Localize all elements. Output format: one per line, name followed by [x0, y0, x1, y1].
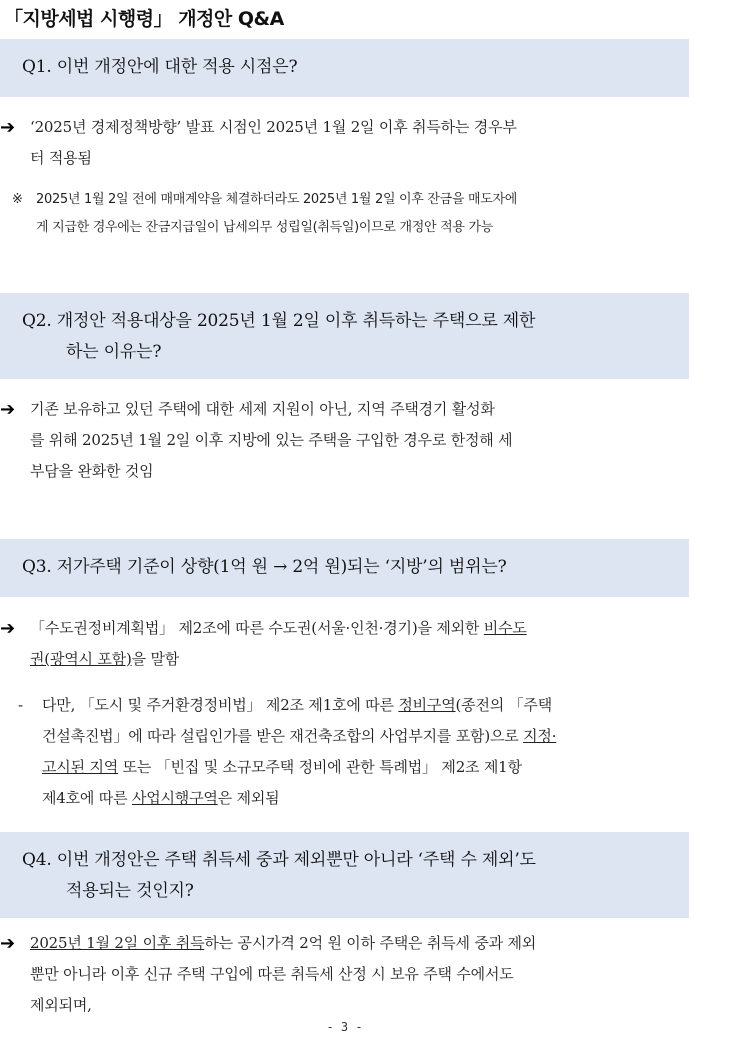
sub-text: (종전의 「주택 [455, 696, 552, 714]
question-text: Q2. 개정안 적용대상을 2025년 1월 2일 이후 취득하는 주택으로 제한 [22, 311, 536, 331]
answer-q1 [0, 112, 689, 174]
question-box-q4 [0, 832, 689, 918]
sub-item-q3 [0, 690, 689, 814]
answer-line: ‘2025년 경제정책방향’ 발표 시점인 2025년 1월 2일 이후 취득하는 경우부 [30, 118, 517, 136]
note-q1 [0, 186, 689, 242]
underlined-term: 고시된 지역 [42, 758, 119, 776]
underlined-term: 정비구역 [398, 696, 456, 714]
answer-q2 [0, 394, 689, 487]
answer-line: 터 적용됨 [30, 149, 92, 167]
answer-line: 기존 보유하고 있던 주택에 대한 세제 지원이 아닌, 지역 주택경기 활성화 [30, 400, 495, 418]
answer-line: 부담을 완화한 것임 [30, 462, 154, 480]
underlined-term: 사업시행구역 [131, 789, 218, 807]
underlined-term: 지정· [523, 727, 557, 745]
underlined-term: 비수도 [483, 619, 527, 637]
reference-mark-icon: ※ [12, 192, 23, 207]
arrow-right-icon: ➔ [0, 933, 15, 954]
arrow-right-icon: ➔ [0, 117, 15, 138]
sub-text: 다만, 「도시 및 주거환경정비법」 제2조 제1호에 따른 [42, 696, 399, 714]
answer-q4 [0, 928, 689, 1021]
question-text: 하는 이유는? [66, 342, 162, 362]
answer-text: 을 말함 [131, 650, 180, 668]
page-number: - 3 - [326, 1020, 363, 1034]
note-line: 2025년 1월 2일 전에 매매계약을 체결하더라도 2025년 1월 2일 이후 잔금을 매도자에 [36, 192, 518, 207]
sub-text: 은 제외됨 [217, 789, 280, 807]
dash-bullet-icon: - [18, 696, 23, 714]
underlined-term: 2025년 1월 2일 이후 취득 [30, 934, 205, 952]
answer-line: 뿐만 아니라 이후 신규 주택 구입에 따른 취득세 산정 시 보유 주택 수에서도 [30, 965, 514, 983]
question-box-q1 [0, 39, 689, 97]
document-title: 「지방세법 시행령」 개정안 Q&A [4, 8, 284, 30]
arrow-right-icon: ➔ [0, 399, 15, 420]
answer-line: 를 위해 2025년 1월 2일 이후 지방에 있는 주택을 구입한 경우로 한정해 세 [30, 431, 513, 449]
question-text: Q3. 저가주택 기준이 상향(1억 원 → 2억 원)되는 ‘지방’의 범위는? [22, 557, 507, 577]
question-box-q2 [0, 293, 689, 379]
question-box-q3 [0, 539, 689, 597]
answer-line: 제외되며, [30, 996, 92, 1014]
question-text: Q1. 이번 개정안에 대한 적용 시점은? [22, 57, 298, 77]
question-text: Q4. 이번 개정안은 주택 취득세 중과 제외뿐만 아니라 ‘주택 수 제외’도 [22, 850, 536, 870]
arrow-right-icon: ➔ [0, 618, 15, 639]
answer-text: 하는 공시가격 2억 원 이하 주택은 취득세 중과 제외 [204, 934, 537, 952]
sub-text: 또는 「빈집 및 소규모주택 정비에 관한 특례법」 제2조 제1항 [118, 758, 522, 776]
sub-text: 제4호에 따른 [42, 789, 132, 807]
question-text: 적용되는 것인지? [66, 881, 194, 901]
answer-text: 「수도권정비계획법」 제2조에 따른 수도권(서울·인천·경기)을 제외한 [30, 619, 484, 637]
note-line: 게 지급한 경우에는 잔금지급일이 납세의무 성립일(취득일)이므로 개정안 적용 가능 [36, 220, 493, 235]
underlined-term: 권(광역시 포함) [30, 650, 132, 668]
answer-q3 [0, 613, 689, 675]
sub-text: 건설촉진법」에 따라 설립인가를 받은 재건축조합의 사업부지를 포함)으로 [42, 727, 524, 745]
